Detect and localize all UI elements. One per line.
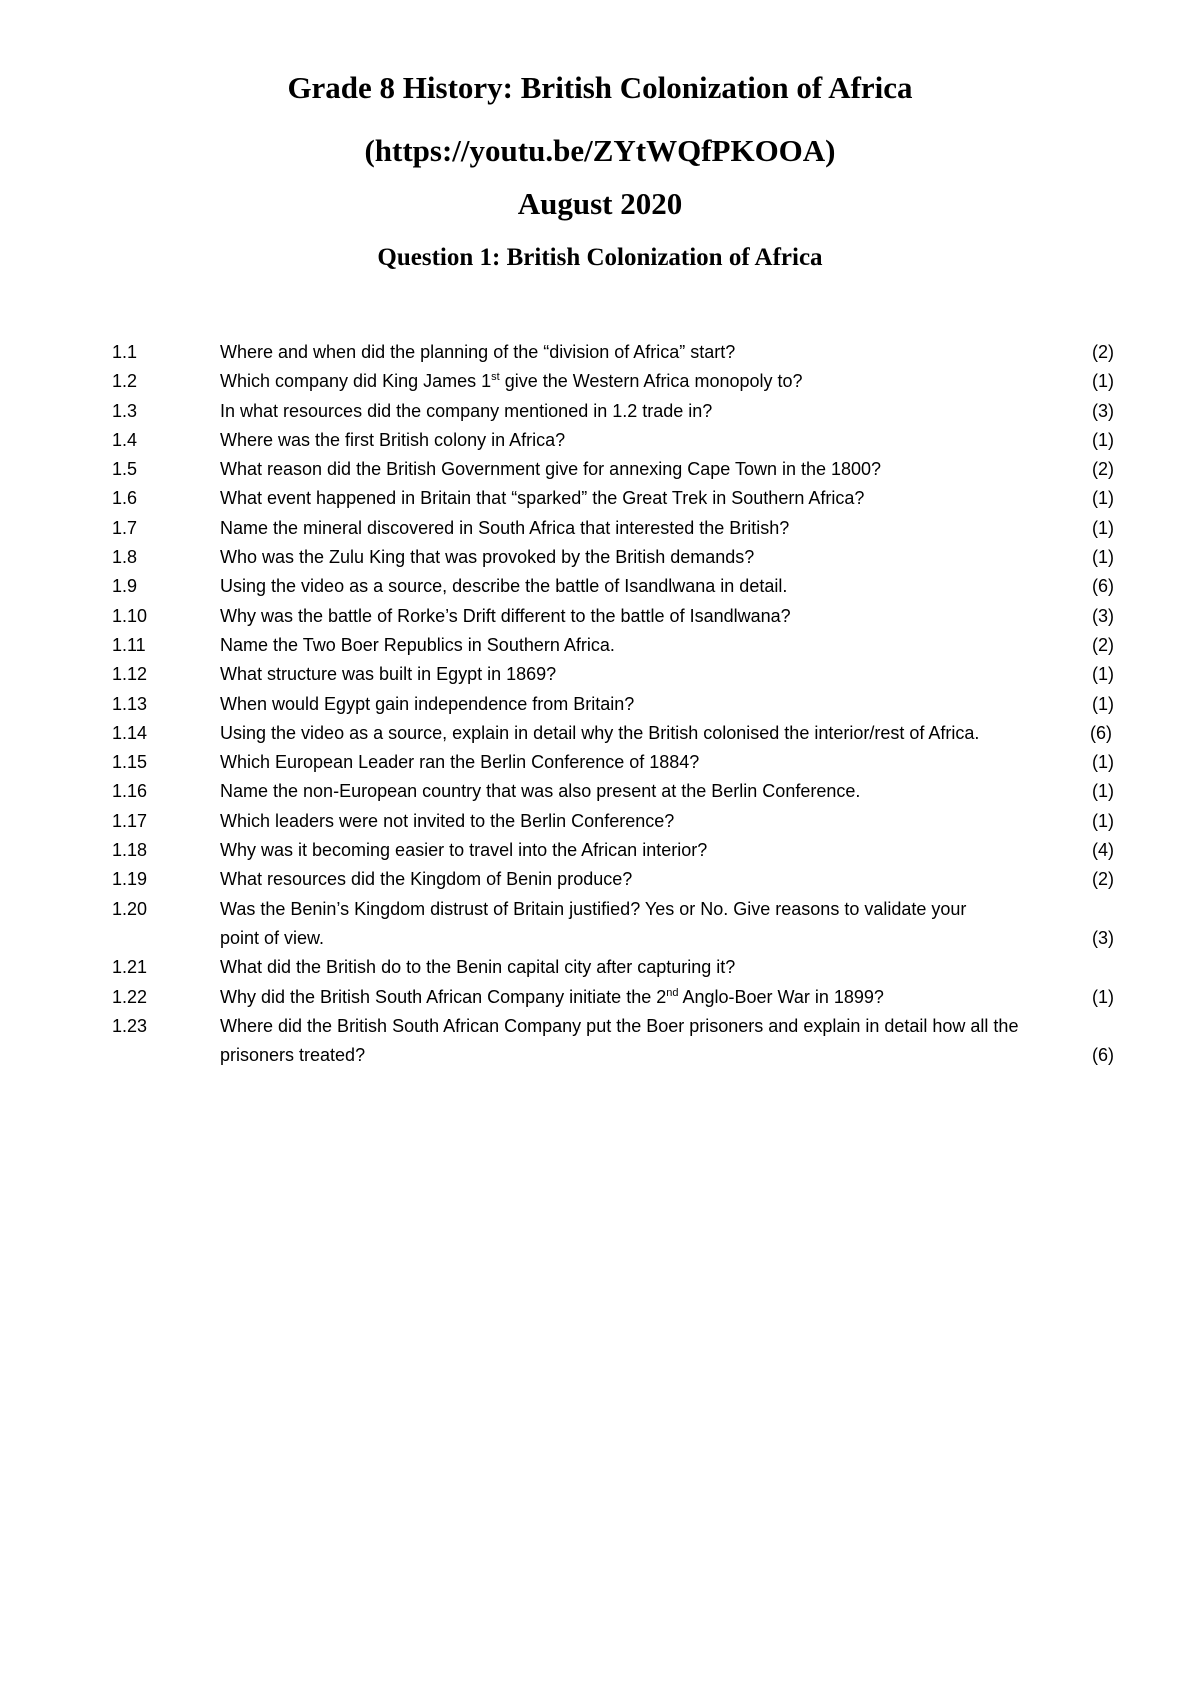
question-row: [0, 543, 1200, 572]
question-text-part: Anglo-Boer War in 1899?: [678, 986, 884, 1007]
question-marks: (1): [1092, 547, 1114, 568]
question-text: [220, 983, 1080, 1012]
question-row: [0, 1012, 1200, 1071]
question-text-line: When would Egypt gain independence from Britain?: [220, 693, 635, 714]
question-number: 1.7: [112, 517, 138, 538]
question-text-line: point of view.: [220, 927, 325, 948]
question-text: [220, 807, 1080, 836]
question-text: [220, 426, 1080, 455]
question-text: [220, 631, 1080, 660]
question-marks: (6): [1092, 1045, 1114, 1066]
question-number: 1.5: [112, 459, 138, 480]
ordinal-suffix: nd: [666, 986, 679, 999]
question-row: [0, 690, 1200, 719]
question-row: [0, 865, 1200, 894]
question-text: [220, 953, 1080, 982]
question-marks: (6): [1092, 576, 1114, 597]
question-list: [0, 338, 1200, 1070]
question-row: [0, 397, 1200, 426]
question-row: [0, 602, 1200, 631]
question-text-line: Using the video as a source, describe the battle of Isandlwana in detail.: [220, 576, 788, 597]
question-text-part: Which company did King James 1: [220, 371, 492, 392]
question-text: [220, 660, 1080, 689]
question-row: [0, 719, 1200, 748]
question-text: [220, 602, 1080, 631]
question-row: [0, 983, 1200, 1012]
question-number: 1.17: [112, 810, 148, 831]
question-number: 1.21: [112, 957, 148, 978]
question-marks: (3): [1092, 400, 1114, 421]
ordinal-suffix: st: [491, 371, 500, 384]
question-text-line: What reason did the British Government give for annexing Cape Town in the 1800?: [220, 459, 882, 480]
question-row: [0, 484, 1200, 513]
question-text-part: Why did the British South African Company initiate the 2: [220, 986, 667, 1007]
question-text: [220, 690, 1080, 719]
question-text-line: Name the mineral discovered in South Africa that interested the British?: [220, 517, 790, 538]
question-text-line: Name the Two Boer Republics in Southern Africa.: [220, 634, 615, 655]
question-text: [220, 338, 1080, 367]
question-text-line: Which European Leader ran the Berlin Conference of 1884?: [220, 752, 700, 773]
question-marks: (1): [1092, 810, 1114, 831]
question-text-line: prisoners treated?: [220, 1045, 366, 1066]
question-marks: (6): [1090, 722, 1112, 743]
question-number: 1.14: [112, 722, 148, 743]
question-row: [0, 572, 1200, 601]
question-marks: (1): [1092, 781, 1114, 802]
question-marks: (2): [1092, 342, 1114, 362]
question-text: [220, 397, 1080, 426]
question-text-part: give the Western Africa monopoly to?: [499, 371, 803, 392]
question-row: [0, 455, 1200, 484]
question-text: [220, 1012, 1080, 1071]
question-marks: (1): [1092, 986, 1114, 1007]
question-marks: (1): [1092, 517, 1114, 538]
question-marks: (3): [1092, 605, 1114, 626]
question-text-line: In what resources did the company mentioned in 1.2 trade in?: [220, 400, 713, 421]
question-number: 1.3: [112, 400, 138, 421]
question-row: [0, 777, 1200, 806]
question-text-line: Using the video as a source, explain in detail why the British colonised the interior/rest of Africa.: [220, 722, 980, 743]
question-marks: (1): [1092, 371, 1114, 392]
question-marks: (1): [1092, 752, 1114, 773]
question-number: 1.10: [112, 605, 148, 626]
question-number: 1.23: [112, 1015, 148, 1036]
question-marks: (1): [1092, 429, 1114, 450]
question-row: [0, 367, 1200, 396]
question-text-line: What resources did the Kingdom of Benin produce?: [220, 869, 633, 890]
question-text: [220, 484, 1080, 513]
question-row: [0, 748, 1200, 777]
question-row: [0, 836, 1200, 865]
question-row: [0, 807, 1200, 836]
question-text-line: What structure was built in Egypt in 1869?: [220, 664, 557, 685]
question-text: [220, 572, 1080, 601]
question-number: 1.15: [112, 752, 148, 773]
question-number: 1.8: [112, 547, 138, 568]
question-text: [220, 895, 1080, 954]
question-text-line: Was the Benin’s Kingdom distrust of Britain justified? Yes or No. Give reasons to validate your: [220, 898, 967, 919]
question-text-line: Why was the battle of Rorke’s Drift different to the battle of Isandlwana?: [220, 605, 791, 626]
question-marks: (4): [1092, 840, 1114, 861]
question-number: 1.22: [112, 986, 148, 1007]
question-number: 1.9: [112, 576, 138, 597]
video-link: (https://youtu.be/ZYtWQfPKOOA): [364, 133, 836, 168]
question-number: 1.20: [112, 898, 148, 919]
question-marks: (2): [1092, 459, 1114, 480]
question-marks: (1): [1092, 693, 1114, 714]
question-row: [0, 895, 1200, 954]
question-marks: (2): [1092, 869, 1114, 890]
question-text: [220, 865, 1080, 894]
question-text: [220, 543, 1080, 572]
question-number: 1.16: [112, 781, 148, 802]
question-row: [0, 338, 1200, 367]
question-text-line: Name the non-European country that was also present at the Berlin Conference.: [220, 781, 861, 802]
question-text: [220, 748, 1080, 777]
question-text: [220, 719, 1080, 748]
question-marks: (2): [1092, 634, 1114, 655]
question-row: [0, 631, 1200, 660]
question-marks: (1): [1092, 488, 1114, 509]
question-number: 1.4: [112, 429, 138, 450]
question-text-line: Where did the British South African Company put the Boer prisoners and explain in detail how all the: [220, 1015, 1019, 1036]
question-number: 1.2: [112, 371, 138, 392]
question-text: [220, 514, 1080, 543]
question-number: 1.6: [112, 488, 138, 509]
section-title: Question 1: British Colonization of Africa: [377, 244, 823, 271]
question-number: 1.1: [112, 342, 138, 362]
question-text: [220, 367, 1080, 396]
question-text-line: Where was the first British colony in Africa?: [220, 429, 566, 450]
question-text: [220, 455, 1080, 484]
question-row: [0, 426, 1200, 455]
question-text-line: Which leaders were not invited to the Berlin Conference?: [220, 810, 675, 831]
question-text-line: What did the British do to the Benin capital city after capturing it?: [220, 957, 736, 978]
question-number: 1.13: [112, 693, 148, 714]
question-text-line: Who was the Zulu King that was provoked by the British demands?: [220, 547, 755, 568]
question-text: [220, 836, 1080, 865]
question-number: 1.18: [112, 840, 148, 861]
question-text-line: Where and when did the planning of the “division of Africa” start?: [220, 342, 736, 362]
question-text-line: Why was it becoming easier to travel into the African interior?: [220, 840, 708, 861]
question-row: [0, 514, 1200, 543]
question-number: 1.11: [112, 634, 146, 655]
document-date: August 2020: [517, 186, 683, 221]
question-marks: (1): [1092, 664, 1114, 685]
question-number: 1.19: [112, 869, 148, 890]
question-marks: (3): [1092, 927, 1114, 948]
question-number: 1.12: [112, 664, 148, 685]
question-row: [0, 953, 1200, 982]
question-text: [220, 777, 1080, 806]
question-text-line: What event happened in Britain that “sparked” the Great Trek in Southern Africa?: [220, 488, 865, 509]
document-title: Grade 8 History: British Colonization of Africa: [287, 70, 913, 105]
question-row: [0, 660, 1200, 689]
